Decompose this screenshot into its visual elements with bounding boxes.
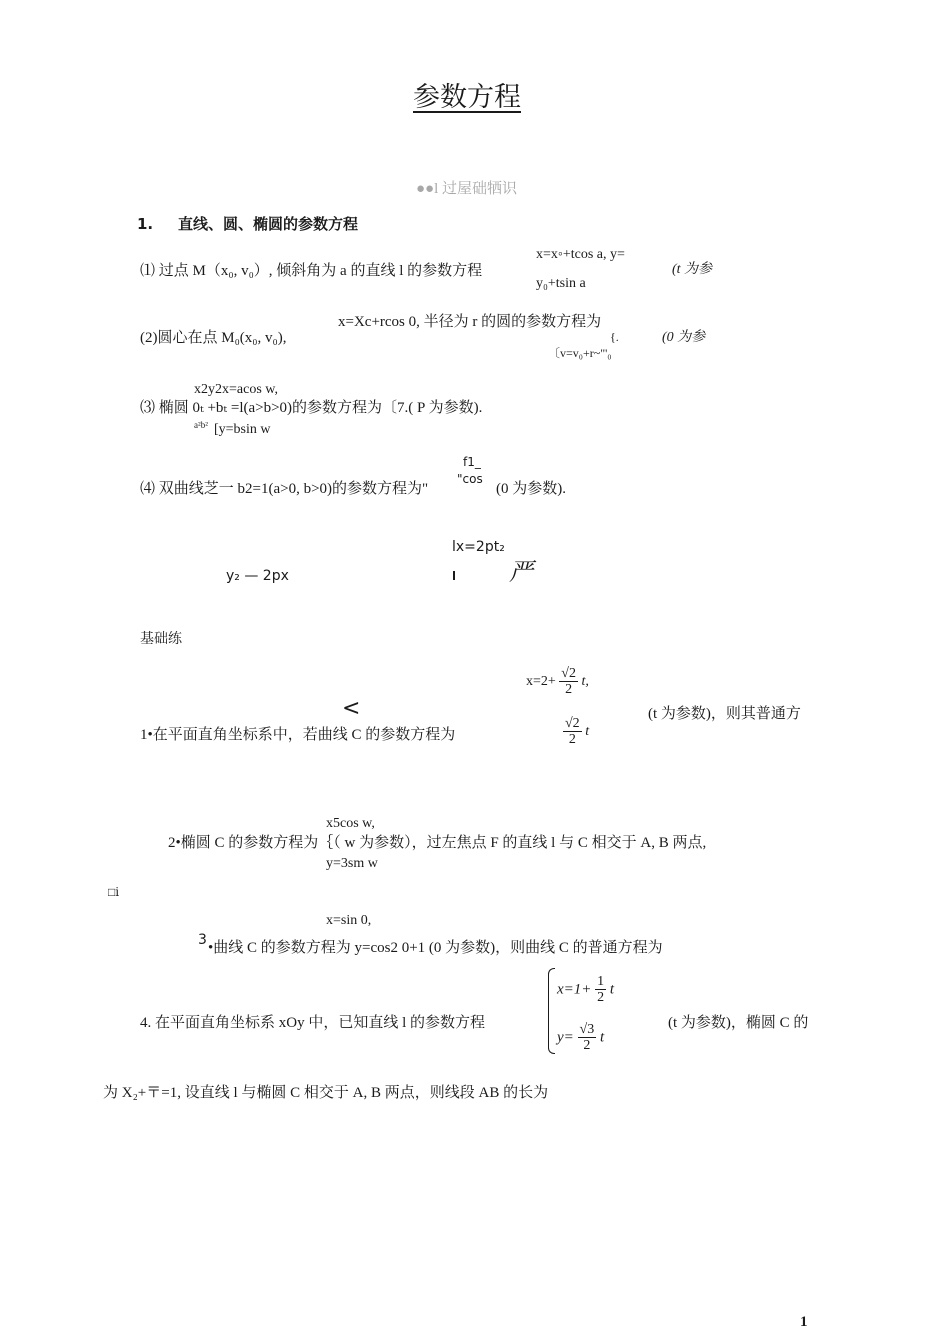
page-title: 参数方程 xyxy=(413,82,521,113)
q3-text: •曲线 C 的参数方程为 y=cos2 0+1 (0 为参数)，则曲线 C 的普通方程为 xyxy=(208,940,663,956)
item2-brace: {. xyxy=(610,330,619,344)
q1-eq-y xyxy=(563,716,589,748)
q4-frac-den-x: 2 xyxy=(597,990,605,1006)
q4-brace xyxy=(548,968,555,1054)
q1-frac-num-y: √2 xyxy=(565,716,580,731)
q3-eq-x: x=sin 0, xyxy=(326,913,372,928)
item5-symbol: 严 xyxy=(509,560,533,586)
q1-fraction-x xyxy=(559,666,578,698)
item2-text: (2)圆心在点 M₀(x₀, v₀), xyxy=(140,330,287,346)
q4-frac-num-x: 1 xyxy=(597,974,605,989)
q1-eq-x xyxy=(526,666,589,698)
item4-tail: (0 为参数). xyxy=(496,481,566,497)
item5-line1: lx=2pt₂ xyxy=(452,539,505,555)
q2-eq-x: x5cos w, xyxy=(326,816,375,831)
q1-frac-num: √2 xyxy=(561,666,576,681)
item2-tail: (0 为参 xyxy=(662,330,706,345)
q2-text: 2•椭圆 C 的参数方程为｛（ w 为参数），过左焦点 F 的直线 l 与 C 相交于 A, B 两点, xyxy=(168,835,707,851)
item4-text: ⑷ 双曲线芝一 b2=1(a>0, b>0)的参数方程为" xyxy=(140,481,429,497)
q4-eq-x-t: t xyxy=(609,981,615,998)
item2-line1: x=Xc+rcos 0, 半径为 r 的圆的参数方程为 xyxy=(338,314,602,330)
q1-eq-x-prefix: x=2+ xyxy=(526,674,556,690)
q1-fraction-y xyxy=(563,716,582,748)
q4-continuation: 为 X₂+〒=1, 设直线 l 与椭圆 C 相交于 A, B 两点，则线段 AB 的长为 xyxy=(103,1085,549,1101)
item1-eq-y: y₀+tsin a xyxy=(536,276,586,291)
q1-frac-den-y: 2 xyxy=(568,732,576,748)
q4-tail: (t 为参数)，椭圆 C 的 xyxy=(668,1015,809,1031)
section-heading: 直线、圆、椭圆的参数方程 xyxy=(178,215,359,233)
section-number: 1. xyxy=(137,215,154,233)
item3-eq-y: [y=bsin w xyxy=(214,422,271,437)
item3-sub: a²b² xyxy=(194,420,208,430)
q4-eq-y-prefix: y= xyxy=(557,1029,574,1046)
item3-text: ⑶ 椭圆 0ₜ +bₜ =l(a>b>0)的参数方程为〔7.( P 为参数). xyxy=(140,400,483,416)
q2-eq-y: y=3sm w xyxy=(326,856,378,871)
item5-bar xyxy=(453,571,455,580)
q1-mark: < xyxy=(342,696,361,721)
q4-fraction-y xyxy=(578,1022,597,1054)
q2-stray: □ⅰ xyxy=(108,885,120,899)
q1-eq-x-t: t, xyxy=(581,674,589,690)
q1-eq-y-t: t xyxy=(585,724,590,740)
item4-cos: "cos xyxy=(457,472,483,486)
q4-eq-y-t: t xyxy=(599,1029,605,1046)
practice-label: 基础练 xyxy=(140,632,182,647)
item3-line1: x2y2x=acos w, xyxy=(194,382,278,397)
item1-text: ⑴ 过点 M（x₀, v₀）, 倾斜角为 a 的直线 l 的参数方程 xyxy=(140,263,483,279)
q4-eq-x-prefix: x=1+ xyxy=(557,981,592,998)
q4-fraction-x xyxy=(595,974,606,1006)
q1-tail: (t 为参数)，则其普通方 xyxy=(648,706,801,722)
q3-number: 3 xyxy=(198,932,207,948)
section-banner: ●●l 过屋础牺识 xyxy=(416,181,518,197)
page-number: 1 xyxy=(800,1314,808,1330)
q1-frac-den: 2 xyxy=(565,682,573,698)
item2-eq-y: 〔v=v₀+r~"'₀ xyxy=(548,346,612,360)
item1-tail: (t 为参 xyxy=(672,262,713,277)
q4-frac-den-y: 2 xyxy=(583,1038,591,1054)
item1-eq-x: x=x◦+tcos a, y= xyxy=(536,247,625,262)
q4-frac-num-y: √3 xyxy=(579,1022,595,1037)
item5-y2: y₂ — 2px xyxy=(226,568,289,584)
q4-eq-x xyxy=(557,974,614,1006)
q4-text: 4. 在平面直角坐标系 xOy 中，已知直线 l 的参数方程 xyxy=(140,1015,486,1031)
q4-eq-y xyxy=(557,1022,604,1054)
item4-sup: f1_ xyxy=(463,455,481,469)
q1-text: 1•在平面直角坐标系中，若曲线 C 的参数方程为 xyxy=(140,727,456,743)
